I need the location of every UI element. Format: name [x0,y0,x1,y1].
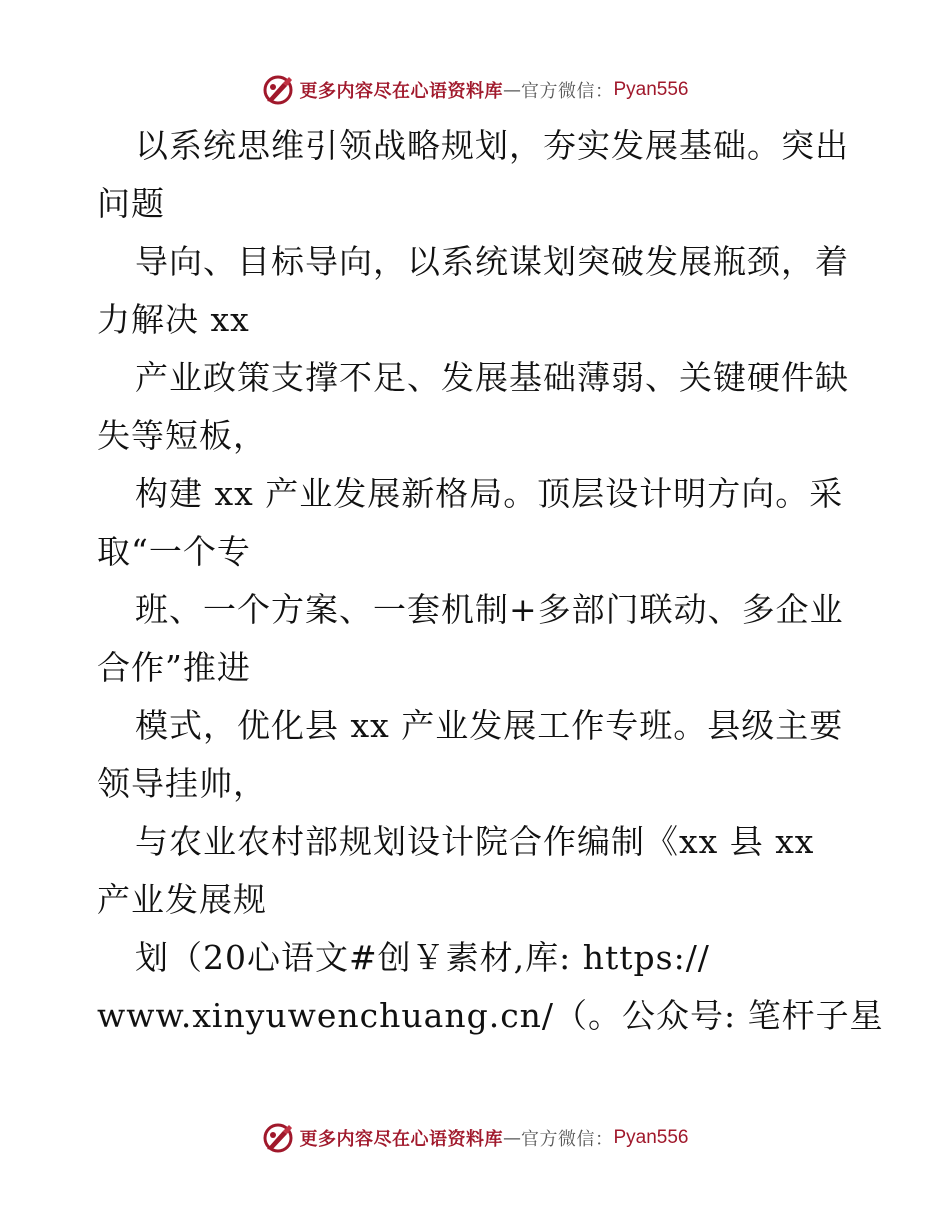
body-line: 失等短板， [97,416,267,455]
header-watermark-banner [0,70,950,110]
banner-subtitle: 官方微信： [520,81,614,102]
brand-logo-icon [261,73,295,107]
body-line: 与农业农村部规划设计院合作编制《xx 县 xx [135,822,815,861]
body-line: 取“一个专 [97,532,251,571]
body-line: 问题 [97,184,165,223]
banner-dash: — [502,79,521,101]
banner-dash: — [502,1127,521,1149]
body-line: 合作”推进 [97,648,251,687]
document-body [97,117,884,1045]
banner-subtitle: 官方微信： [520,1129,614,1150]
body-line: 班、一个方案、一套机制+多部门联动、多企业 [135,590,844,629]
body-line: 划（20心语文#创￥素材,库: https:// [135,938,710,977]
body-line: 构建 xx 产业发展新格局。顶层设计明方向。采 [135,474,844,513]
body-line: 以系统思维引领战略规划，夯实发展基础。突出 [135,126,849,165]
body-line: www.xinyuwenchuang.cn/（。公众号: 笔杆子星 [97,996,884,1035]
banner-title: 更多内容尽在心语资料库 [299,1129,503,1150]
body-line: 力解决 xx [97,300,250,339]
brand-logo-icon [261,1121,295,1155]
body-line: 领导挂帅， [97,764,267,803]
banner-title: 更多内容尽在心语资料库 [299,81,503,102]
body-line: 导向、目标导向，以系统谋划突破发展瓶颈，着 [135,242,849,281]
body-line: 产业发展规 [97,880,267,919]
banner-account-id: Pyan556 [613,79,689,100]
banner-account-id: Pyan556 [613,1127,689,1148]
footer-watermark-banner [0,1118,950,1158]
body-line: 模式，优化县 xx 产业发展工作专班。县级主要 [135,706,844,745]
body-line: 产业政策支撑不足、发展基础薄弱、关键硬件缺 [135,358,849,397]
